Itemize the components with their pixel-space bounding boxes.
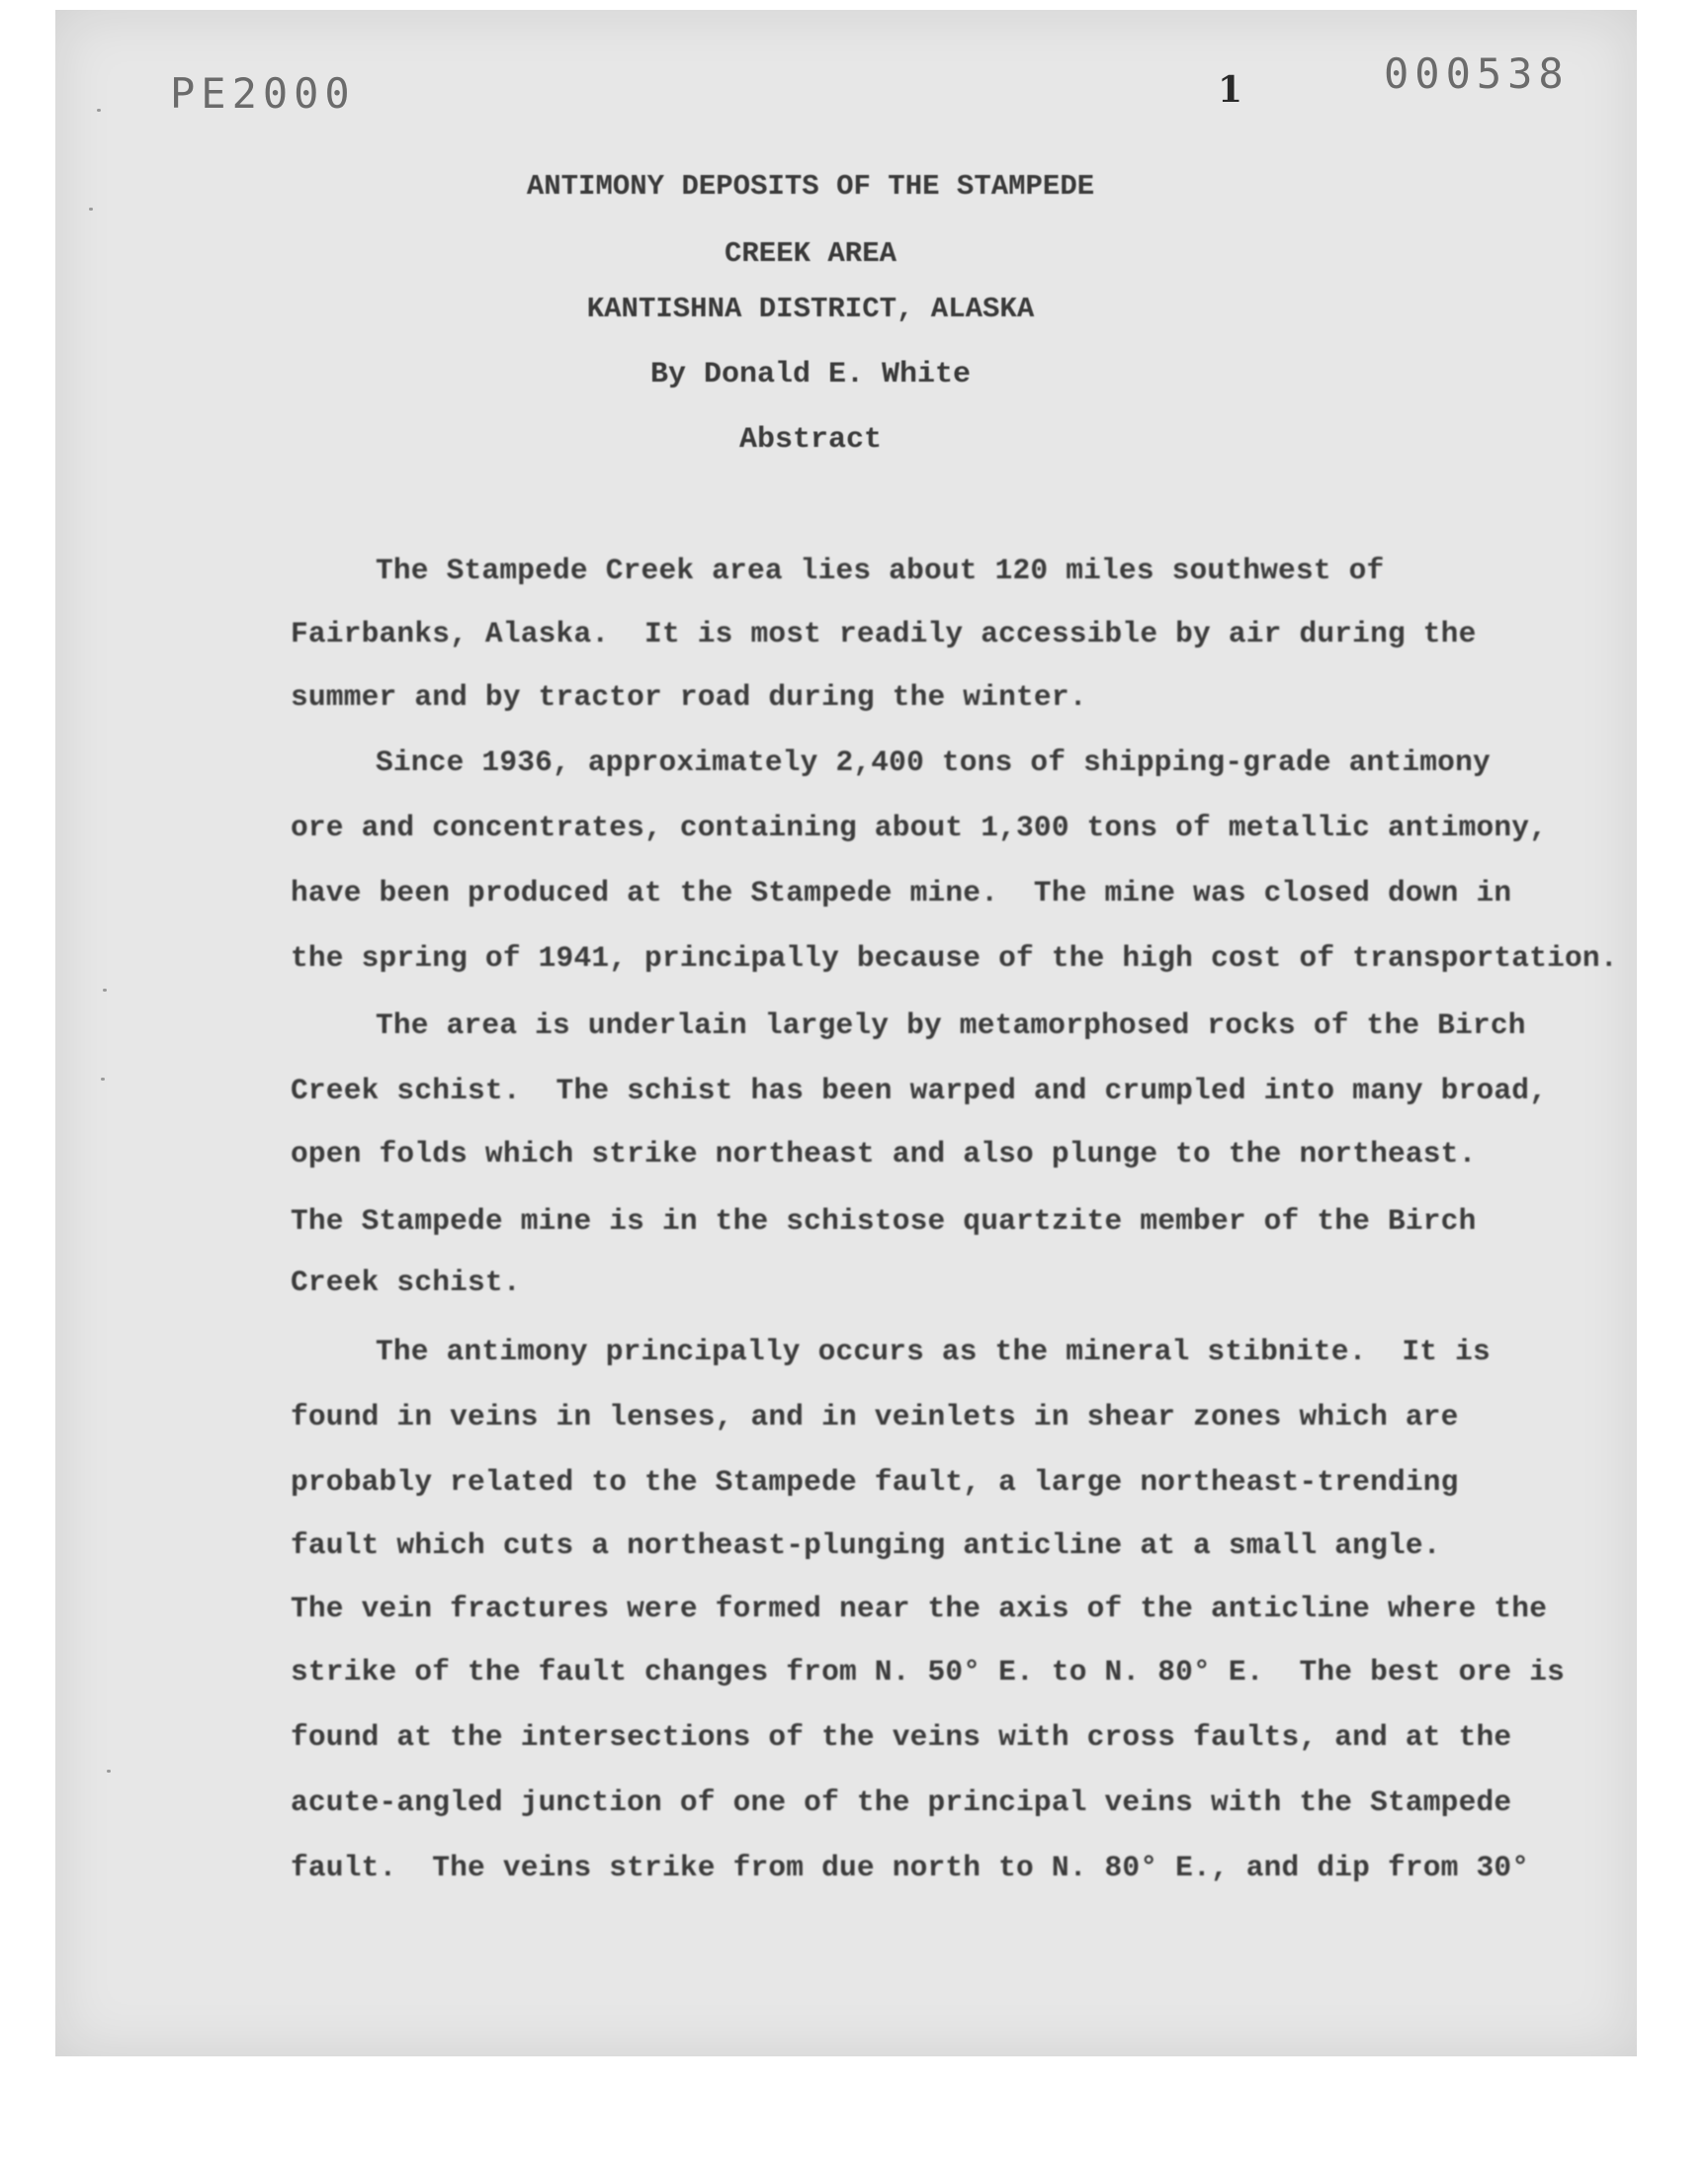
- body-line: open folds which strike northeast and also plunge to the northeast.: [291, 1137, 1477, 1171]
- scan-speck: [97, 109, 101, 112]
- body-line: found in veins in lenses, and in veinlets in shear zones which are: [291, 1400, 1459, 1434]
- body-line: fault which cuts a northeast-plunging anticline at a small angle.: [291, 1528, 1441, 1562]
- body-line: Fairbanks, Alaska. It is most readily accessible by air during the: [291, 617, 1477, 651]
- section-heading: Abstract: [738, 423, 883, 457]
- body-line: fault. The veins strike from due north to N. 80° E., and dip from 30°: [291, 1851, 1530, 1884]
- body-line: Creek schist. The schist has been warped and crumpled into many broad,: [291, 1074, 1548, 1107]
- archive-stamp-right: 000538: [1384, 49, 1570, 98]
- body-line: acute-angled junction of one of the principal veins with the Stampede: [291, 1785, 1512, 1819]
- page-number: 1: [1218, 69, 1243, 111]
- body-line: The Stampede Creek area lies about 120 miles southwest of: [376, 554, 1385, 587]
- body-line: found at the intersections of the veins with cross faults, and at the: [291, 1720, 1512, 1754]
- title-line-3: KANTISHNA DISTRICT, ALASKA: [586, 293, 1035, 325]
- body-line: probably related to the Stampede fault, a large northeast-trending: [291, 1465, 1459, 1499]
- title-line-1: ANTIMONY DEPOSITS OF THE STAMPEDE: [526, 170, 1095, 203]
- body-line: The Stampede mine is in the schistose quartzite member of the Birch: [291, 1204, 1477, 1238]
- body-line: the spring of 1941, principally because of the high cost of transportation.: [291, 941, 1618, 975]
- title-line-2: CREEK AREA: [724, 237, 897, 270]
- body-line: summer and by tractor road during the winter.: [291, 680, 1087, 714]
- scan-speck: [101, 1078, 105, 1081]
- scan-speck: [103, 989, 107, 992]
- scan-speck: [89, 208, 93, 211]
- body-line: The area is underlain largely by metamorphosed rocks of the Birch: [376, 1008, 1526, 1042]
- archive-stamp-left: PE2000: [170, 69, 356, 118]
- body-line: Since 1936, approximately 2,400 tons of shipping-grade antimony: [376, 745, 1491, 779]
- scan-speck: [107, 1770, 111, 1773]
- body-line: strike of the fault changes from N. 50° E. to N. 80° E. The best ore is: [291, 1655, 1566, 1689]
- body-line: ore and concentrates, containing about 1,300 tons of metallic antimony,: [291, 811, 1548, 844]
- body-line: Creek schist.: [291, 1265, 521, 1299]
- body-line: have been produced at the Stampede mine. The mine was closed down in: [291, 876, 1512, 910]
- author-byline: By Donald E. White: [649, 358, 972, 392]
- body-line: The vein fractures were formed near the axis of the anticline where the: [291, 1592, 1548, 1625]
- body-line: The antimony principally occurs as the mineral stibnite. It is: [376, 1335, 1491, 1368]
